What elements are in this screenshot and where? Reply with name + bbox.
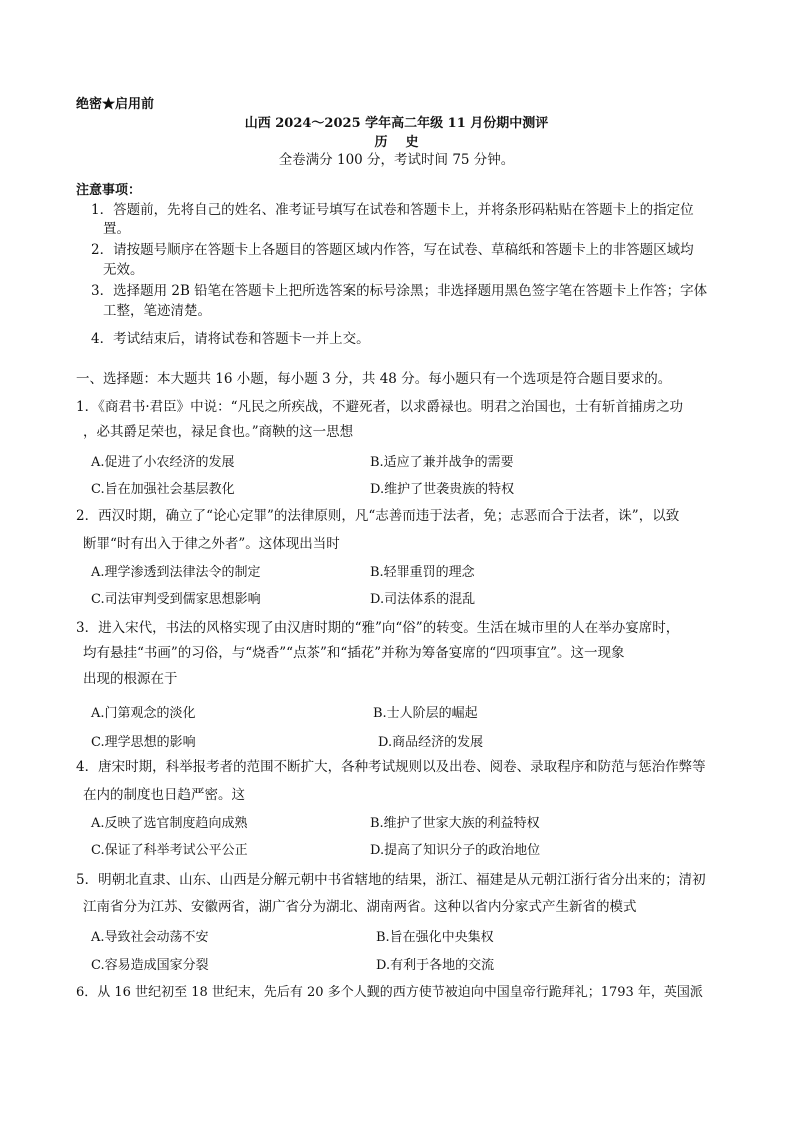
q5-option-a[interactable]: A.导致社会动荡不安 <box>91 930 209 945</box>
note-2-line-2: 无效。 <box>103 262 144 278</box>
q2-stem-line-2: 断罪“时有出入于律之外者”。这体现出当时 <box>83 536 340 552</box>
note-3-line-2: 工整，笔迹清楚。 <box>103 303 211 319</box>
note-1-line-2: 置。 <box>103 221 130 237</box>
notes-heading: 注意事项： <box>76 183 142 198</box>
q4-option-c[interactable]: C.保证了科举考试公平公正 <box>91 843 248 858</box>
q5-option-c[interactable]: C.容易造成国家分裂 <box>91 958 209 973</box>
q1-option-c[interactable]: C.旨在加强社会基层教化 <box>91 482 235 497</box>
q2-option-d[interactable]: D.司法体系的混乱 <box>370 592 476 607</box>
note-3-line-1: 3．选择题用 2B 铅笔在答题卡上把所选答案的标号涂黑；非选择题用黑色签字笔在答题卡上作答；字体 <box>91 283 708 299</box>
q1-stem-line-1: 1．《商君书·君臣》中说：“凡民之所疾战，不避死者，以求爵禄也。明君之治国也，士有斩首捕虏之功 <box>76 399 684 415</box>
q1-option-b[interactable]: B.适应了兼并战争的需要 <box>370 455 514 470</box>
q2-option-c[interactable]: C.司法审判受到儒家思想影响 <box>91 592 261 607</box>
q1-stem-line-2: ，必其爵足荣也，禄足食也。”商鞅的这一思想 <box>83 424 354 440</box>
exam-info: 全卷满分 100 分，考试时间 75 分钟。 <box>278 152 515 168</box>
exam-title: 山西 2024～2025 学年高二年级 11 月份期中测评 <box>244 116 549 131</box>
q5-option-b[interactable]: B.旨在强化中央集权 <box>376 930 494 945</box>
note-2-line-1: 2．请按题号顺序在答题卡上各题目的答题区域内作答，写在试卷、草稿纸和答题卡上的非答题区域均 <box>91 242 694 258</box>
q5-option-d[interactable]: D.有利于各地的交流 <box>376 958 495 973</box>
q2-option-b[interactable]: B.轻罪重罚的理念 <box>370 565 475 580</box>
q3-stem-line-2: 均有悬挂“书画”的习俗，与“烧香”“点茶”和“插花”并称为筹备宴席的“四项事宜”。这一现象 <box>83 645 625 661</box>
note-1-line-1: 1．答题前，先将自己的姓名、准考证号填写在试卷和答题卡上，并将条形码粘贴在答题卡上的指定位 <box>91 202 694 218</box>
q3-option-d[interactable]: D.商品经济的发展 <box>378 735 484 750</box>
q6-stem-line-1: 6．从 16 世纪初至 18 世纪末，先后有 20 多个人觐的西方使节被迫向中国皇帝行跪拜礼；1793 年，英国派 <box>76 985 703 1000</box>
q4-option-d[interactable]: D.提高了知识分子的政治地位 <box>370 843 541 858</box>
note-4-line-1: 4．考试结束后，请将试卷和答题卡一并上交。 <box>91 331 370 347</box>
q3-option-b[interactable]: B.士人阶层的崛起 <box>373 706 478 721</box>
q2-option-a[interactable]: A.理学渗透到法律法令的制定 <box>91 565 261 580</box>
q1-option-d[interactable]: D.维护了世袭贵族的特权 <box>370 482 515 497</box>
q3-option-a[interactable]: A.门第观念的淡化 <box>91 706 196 721</box>
q4-option-a[interactable]: A.反映了选官制度趋向成熟 <box>91 816 248 831</box>
q3-stem-line-3: 出现的根源在于 <box>83 671 178 687</box>
q4-option-b[interactable]: B.维护了世家大族的利益特权 <box>370 816 540 831</box>
q4-stem-line-1: 4．唐宋时期，科举报考者的范围不断扩大，各种考试规则以及出卷、阅卷、录取程序和防范与惩治作弊等 <box>76 759 706 775</box>
q3-option-c[interactable]: C.理学思想的影响 <box>91 735 196 750</box>
q5-stem-line-2: 江南省分为江苏、安徽两省，湖广省分为湖北、湖南两省。这种以省内分家式产生新省的模式 <box>83 899 637 915</box>
confidential-label: 绝密★启用前 <box>76 97 155 112</box>
section-heading: 一、选择题：本大题共 16 小题，每小题 3 分，共 48 分。每小题只有一个选项是符合题目要求的。 <box>76 371 672 387</box>
q1-option-a[interactable]: A.促进了小农经济的发展 <box>91 455 235 470</box>
subject-title: 历史 <box>374 135 437 150</box>
q2-stem-line-1: 2．西汉时期，确立了“论心定罪”的法律原则，凡“志善而违于法者，免；志恶而合于法者，诛”，以致 <box>76 508 680 524</box>
q4-stem-line-2: 在内的制度也日趋严密。这 <box>83 787 245 803</box>
q5-stem-line-1: 5．明朝北直隶、山东、山西是分解元朝中书省辖地的结果，浙江、福建是从元朝江浙行省分出来的；清初 <box>76 872 706 888</box>
q3-stem-line-1: 3．进入宋代，书法的风格实现了由汉唐时期的“雅”向“俗”的转变。生活在城市里的人在举办宴席时， <box>76 620 680 636</box>
